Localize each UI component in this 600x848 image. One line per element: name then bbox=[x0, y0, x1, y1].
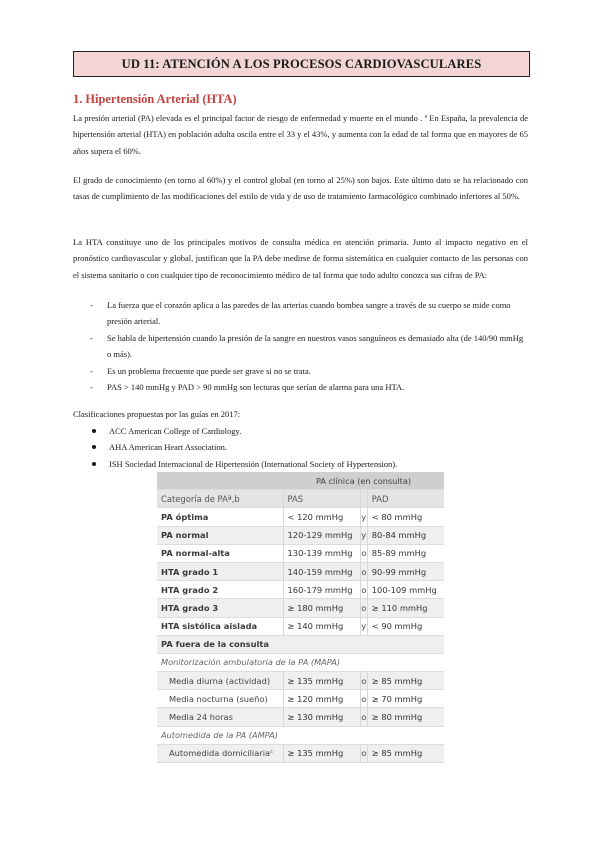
row-pas: ≥ 135 mmHg bbox=[283, 744, 360, 762]
row-pad: ≥ 70 mmHg bbox=[367, 690, 444, 708]
row-conj: y bbox=[360, 508, 367, 526]
paragraph-control: El grado de conocimiento (en torno al 60%) y el control global (en torno al 25%) son bajos. Este último dato se ha relacionado con tasas de cumplimiento de las modificaciones del estilo de vida y de uso de tratamiento farmacológico combinado inferiores al 50%. bbox=[73, 175, 528, 202]
table-row bbox=[157, 581, 444, 599]
row-conj: o bbox=[360, 672, 367, 690]
bullet-icon bbox=[92, 445, 96, 449]
row-conj: o bbox=[360, 599, 367, 617]
list-item bbox=[73, 456, 528, 472]
outside-heading: PA fuera de la consulta bbox=[157, 635, 444, 653]
header-sep bbox=[360, 490, 367, 508]
row-pad: ≥ 80 mmHg bbox=[367, 708, 444, 726]
table-section-row bbox=[157, 726, 444, 744]
table-row bbox=[157, 617, 444, 635]
list-item-text: La fuerza que el corazón aplica a las paredes de las arterias cuando bombea sangre a través de su cuerpo se mide como presión arterial. bbox=[107, 300, 511, 327]
row-pad: 90-99 mmHg bbox=[367, 562, 444, 580]
row-pas: 140-159 mmHg bbox=[283, 562, 360, 580]
row-pas: ≥ 180 mmHg bbox=[283, 599, 360, 617]
paragraph-consultation: La HTA constituye uno de los principales motivos de consulta médica en atención primaria. Junto al impacto negativo en el pronóstico cardiovascular y global, justifican que la PA debe medirse de forma sistemática en cualquier contacto de las personas con el sistema sanitario o con cualquier tipo de reconocimiento médico de tal forma que todo adulto conozca sus cifras de PA: bbox=[73, 237, 528, 280]
row-conj: o bbox=[360, 562, 367, 580]
table-row bbox=[157, 744, 444, 762]
table-header-row bbox=[157, 490, 444, 508]
table-section-row bbox=[157, 635, 444, 653]
row-pas: ≥ 130 mmHg bbox=[283, 708, 360, 726]
bullet-list bbox=[73, 423, 528, 472]
row-pad: < 80 mmHg bbox=[367, 508, 444, 526]
dash-list bbox=[73, 297, 528, 395]
table-row bbox=[157, 599, 444, 617]
table-section-row bbox=[157, 653, 444, 671]
row-category: PA normal-alta bbox=[157, 544, 283, 562]
dash-mark: - bbox=[90, 300, 93, 310]
row-pad: 100-109 mmHg bbox=[367, 581, 444, 599]
row-pad: ≥ 85 mmHg bbox=[367, 672, 444, 690]
table-row bbox=[157, 672, 444, 690]
table-caption-row bbox=[157, 472, 444, 490]
mapa-heading: Monitorización ambulatoria de la PA (MAPA) bbox=[157, 653, 444, 671]
row-pas: 160-179 mmHg bbox=[283, 581, 360, 599]
row-category: HTA grado 3 bbox=[157, 599, 283, 617]
row-pas: 130-139 mmHg bbox=[283, 544, 360, 562]
row-pad: ≥ 85 mmHg bbox=[367, 744, 444, 762]
row-pad: < 90 mmHg bbox=[367, 617, 444, 635]
row-pad: 85-89 mmHg bbox=[367, 544, 444, 562]
row-category: PA óptima bbox=[157, 508, 283, 526]
blood-pressure-table bbox=[157, 472, 444, 763]
list-item bbox=[73, 379, 528, 395]
list-item bbox=[73, 439, 528, 455]
table-caption-spacer bbox=[157, 472, 283, 490]
row-pas: ≥ 140 mmHg bbox=[283, 617, 360, 635]
table-row bbox=[157, 526, 444, 544]
section-heading: 1. Hipertensión Arterial (HTA) bbox=[73, 92, 237, 106]
row-category: Automedida domiciliariaᶜ bbox=[157, 744, 283, 762]
row-pad: 80-84 mmHg bbox=[367, 526, 444, 544]
list-item-text: ISH Sociedad Internacional de Hipertensión (International Society of Hypertension). bbox=[109, 458, 398, 469]
document-title: UD 11: ATENCIÓN A LOS PROCESOS CARDIOVASCULARES bbox=[73, 51, 530, 77]
list-item bbox=[73, 363, 528, 379]
row-pas: ≥ 120 mmHg bbox=[283, 690, 360, 708]
row-conj: o bbox=[360, 581, 367, 599]
table-caption: PA clínica (en consulta) bbox=[283, 472, 444, 490]
row-conj: o bbox=[360, 690, 367, 708]
row-category: PA normal bbox=[157, 526, 283, 544]
row-pas: 120-129 mmHg bbox=[283, 526, 360, 544]
list-item-text: AHA American Heart Association. bbox=[109, 442, 228, 453]
row-pas: ≥ 135 mmHg bbox=[283, 672, 360, 690]
row-conj: y bbox=[360, 526, 367, 544]
list-item bbox=[73, 330, 528, 363]
row-category: HTA grado 2 bbox=[157, 581, 283, 599]
bullet-icon bbox=[92, 462, 96, 466]
row-conj: o bbox=[360, 544, 367, 562]
header-pas: PAS bbox=[283, 490, 360, 508]
table-row bbox=[157, 508, 444, 526]
list-item bbox=[73, 423, 528, 439]
header-category: Categoría de PAª,b bbox=[157, 490, 283, 508]
row-conj: o bbox=[360, 708, 367, 726]
row-category: HTA grado 1 bbox=[157, 562, 283, 580]
row-conj: y bbox=[360, 617, 367, 635]
row-category: Media 24 horas bbox=[157, 708, 283, 726]
bullet-icon bbox=[92, 429, 96, 433]
row-pad: ≥ 110 mmHg bbox=[367, 599, 444, 617]
list-item-text: Es un problema frecuente que puede ser grave si no se trata. bbox=[107, 365, 311, 376]
table-row bbox=[157, 544, 444, 562]
row-pas: < 120 mmHg bbox=[283, 508, 360, 526]
dash-mark: - bbox=[90, 365, 93, 376]
paragraph-prevalence: La presión arterial (PA) elevada es el principal factor de riesgo de enfermedad y muerte en el mundo . ª En España, la prevalencia de hipertensión arterial (HTA) en población adulta oscila entre el 33 y el 43%, y aumenta con la edad de tal forma que en mayores de 65 años supera el 60%. bbox=[73, 113, 528, 156]
dash-mark: - bbox=[90, 382, 93, 393]
dash-mark: - bbox=[90, 332, 93, 343]
list-item bbox=[73, 297, 528, 330]
row-category: Media diurna (actividad) bbox=[157, 672, 283, 690]
list-item-text: PAS > 140 mmHg y PAD > 90 mmHg son lecturas que serían de alarma para una HTA. bbox=[107, 382, 405, 393]
table-row bbox=[157, 562, 444, 580]
row-category: Media nocturna (sueño) bbox=[157, 690, 283, 708]
table-row bbox=[157, 708, 444, 726]
header-pad: PAD bbox=[367, 490, 444, 508]
list-item-text: ACC American College of Cardiology. bbox=[109, 426, 242, 436]
classification-intro: Clasificaciones propuestas por las guías en 2017: bbox=[73, 409, 241, 419]
list-item-text: Se habla de hipertensión cuando la presión de la sangre en nuestros vasos sanguíneos es demasiado alta (de 140/90 mmHg o más). bbox=[107, 332, 524, 360]
ampa-heading: Automedida de la PA (AMPA) bbox=[157, 726, 444, 744]
row-conj: o bbox=[360, 744, 367, 762]
table-row bbox=[157, 690, 444, 708]
row-category: HTA sistólica aislada bbox=[157, 617, 283, 635]
